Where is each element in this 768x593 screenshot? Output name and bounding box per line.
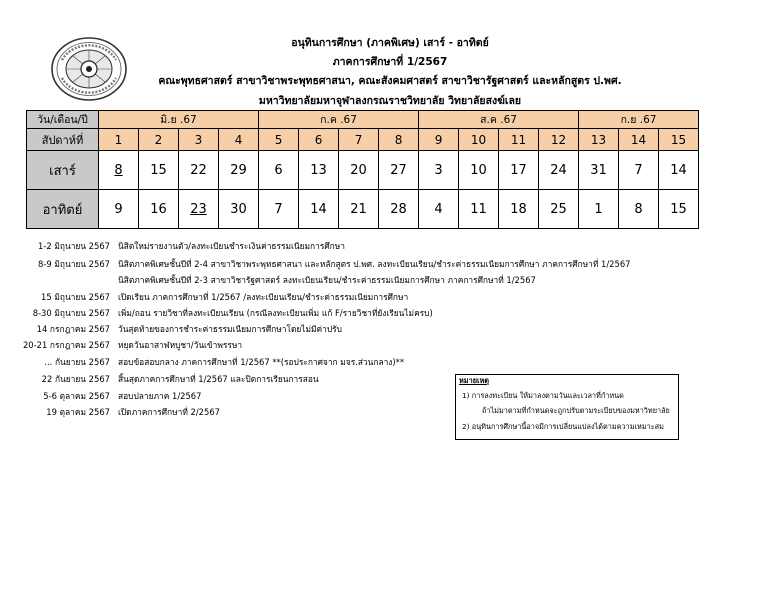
week-cell: 3: [179, 129, 219, 151]
month-row: [27, 111, 699, 129]
event-date: ... กันยายน 2567: [44, 357, 110, 367]
week-cell: 13: [579, 129, 619, 151]
week-cell: 8: [379, 129, 419, 151]
week-cell: 14: [619, 129, 659, 151]
sunday-date-cell: 11: [459, 190, 499, 229]
sunday-date-cell: 16: [139, 190, 179, 229]
note-line: 2) อนุทินการศึกษานี้อาจมีการเปลี่ยนแปลงได้ตามความเหมาะสม: [462, 422, 664, 431]
week-cell: 6: [299, 129, 339, 151]
week-cell: 7: [339, 129, 379, 151]
sunday-date-cell: 1: [579, 190, 619, 229]
event-text: เพิ่ม/ถอน รายวิชาที่ลงทะเบียนเรียน (กรณีลงทะเบียนเพิ่ม แก้ F/รายวิชาที่ยังเรียนไม่ครบ): [118, 308, 433, 318]
week-cell: 12: [539, 129, 579, 151]
event-text: สิ้นสุดภาคการศึกษาที่ 1/2567 และปิดการเรียนการสอน: [118, 374, 319, 384]
sunday-date-cell: 28: [379, 190, 419, 229]
sunday-date-cell: 21: [339, 190, 379, 229]
event-date: 14 กรกฎาคม 2567: [36, 324, 110, 334]
saturday-date-cell: 14: [659, 151, 699, 190]
event-text: สอบข้อสอบกลาง ภาคการศึกษาที่ 1/2567 **(รอประกาศจาก มจร.ส่วนกลาง)**: [118, 357, 405, 367]
sunday-date-cell: 23: [179, 190, 219, 229]
event-text: หยุดวันอาสาฬหบูชา/วันเข้าพรรษา: [118, 340, 243, 350]
event-text: เปิดภาคการศึกษาที่ 2/2567: [118, 407, 220, 417]
event-date: 20-21 กรกฎาคม 2567: [22, 340, 110, 350]
sunday-date-cell: 7: [259, 190, 299, 229]
saturday-date-cell: 8: [99, 151, 139, 190]
saturday-date-cell: 24: [539, 151, 579, 190]
event-date: 5-6 ตุลาคม 2567: [43, 391, 110, 401]
saturday-label: เสาร์: [27, 151, 99, 190]
week-cell: 4: [219, 129, 259, 151]
saturday-date-cell: 7: [619, 151, 659, 190]
saturday-date-cell: 27: [379, 151, 419, 190]
month-header-label: วัน/เดือน/ปี: [27, 111, 99, 129]
event-text: สอบปลายภาค 1/2567: [118, 391, 202, 401]
week-cell: 1: [99, 129, 139, 151]
saturday-row: [27, 151, 699, 190]
week-cell: 5: [259, 129, 299, 151]
saturday-date-cell: 20: [339, 151, 379, 190]
university-seal-logo: [50, 36, 128, 102]
saturday-date-cell: 13: [299, 151, 339, 190]
event-text: นิสิตภาคพิเศษชั้นปีที่ 2-4 สาขาวิชาพระพุทธศาสนา และหลักสูตร ป.พศ. ลงทะเบียนเรียน/ชำระค่าธรรมเนียมการศึกษา ภาคการศึกษาที่ 1/2567: [118, 259, 631, 269]
month-cell: ก.ย .67: [579, 111, 699, 129]
sunday-date-cell: 4: [419, 190, 459, 229]
saturday-date-cell: 29: [219, 151, 259, 190]
saturday-date-cell: 10: [459, 151, 499, 190]
sunday-date-cell: 9: [99, 190, 139, 229]
sunday-row: [27, 190, 699, 229]
term-label: ภาคการศึกษาที่ 1/2567: [332, 56, 448, 68]
week-cell: 2: [139, 129, 179, 151]
saturday-date-cell: 22: [179, 151, 219, 190]
saturday-date-cell: 15: [139, 151, 179, 190]
sunday-date-cell: 30: [219, 190, 259, 229]
event-date: 15 มิถุนายน 2567: [41, 292, 110, 302]
sunday-date-cell: 15: [659, 190, 699, 229]
academic-calendar-table: [26, 110, 699, 229]
month-cell: มิ.ย .67: [99, 111, 259, 129]
event-text: นิสิตภาคพิเศษชั้นปีที่ 2-3 สาขาวิชารัฐศาสตร์ ลงทะเบียนเรียน/ชำระค่าธรรมเนียมการศึกษา ภาคการศึกษาที่ 1/2567: [118, 275, 536, 285]
note-line: ถ้าไม่มาตามที่กำหนดจะถูกปรับตามระเบียบของมหาวิทยาลัย: [482, 406, 670, 415]
event-text: นิสิตใหม่รายงานตัว/ลงทะเบียนชำระเงินค่าธรรมเนียมการศึกษา: [118, 241, 345, 251]
event-text: เปิดเรียน ภาคการศึกษาที่ 1/2567 /ลงทะเบียนเรียน/ชำระค่าธรรมเนียมการศึกษา: [118, 292, 409, 302]
month-cell: ก.ค .67: [259, 111, 419, 129]
week-cell: 15: [659, 129, 699, 151]
sunday-label: อาทิตย์: [27, 190, 99, 229]
notes-box: [455, 374, 679, 440]
faculties-label: คณะพุทธศาสตร์ สาขาวิชาพระพุทธศาสนา, คณะสังคมศาสตร์ สาขาวิชารัฐศาสตร์ และหลักสูตร ป.พศ.: [158, 75, 622, 87]
university-label: มหาวิทยาลัยมหาจุฬาลงกรณราชวิทยาลัย วิทยาลัยสงฆ์เลย: [258, 95, 522, 107]
week-cell: 10: [459, 129, 499, 151]
week-header-label: สัปดาห์ที่: [27, 129, 99, 151]
week-cell: 9: [419, 129, 459, 151]
week-cell: 11: [499, 129, 539, 151]
event-date: 19 ตุลาคม 2567: [46, 407, 110, 417]
sunday-date-cell: 14: [299, 190, 339, 229]
month-cell: ส.ค .67: [419, 111, 579, 129]
saturday-date-cell: 31: [579, 151, 619, 190]
note-line: 1) การลงทะเบียน ให้มาลงตามวันและเวลาที่กำหนด: [462, 391, 624, 400]
event-date: 8-9 มิถุนายน 2567: [38, 259, 110, 269]
document-title: อนุทินการศึกษา (ภาคพิเศษ) เสาร์ - อาทิตย์: [291, 37, 489, 49]
notes-title: หมายเหตุ: [459, 376, 490, 385]
sunday-date-cell: 25: [539, 190, 579, 229]
sunday-date-cell: 8: [619, 190, 659, 229]
week-row: [27, 129, 699, 151]
saturday-date-cell: 17: [499, 151, 539, 190]
event-date: 22 กันยายน 2567: [41, 374, 110, 384]
saturday-date-cell: 6: [259, 151, 299, 190]
sunday-date-cell: 18: [499, 190, 539, 229]
event-date: 8-30 มิถุนายน 2567: [32, 308, 110, 318]
saturday-date-cell: 3: [419, 151, 459, 190]
event-date: 1-2 มิถุนายน 2567: [38, 241, 110, 251]
event-text: วันสุดท้ายของการชำระค่าธรรมเนียมการศึกษาโดยไม่มีค่าปรับ: [118, 324, 342, 334]
